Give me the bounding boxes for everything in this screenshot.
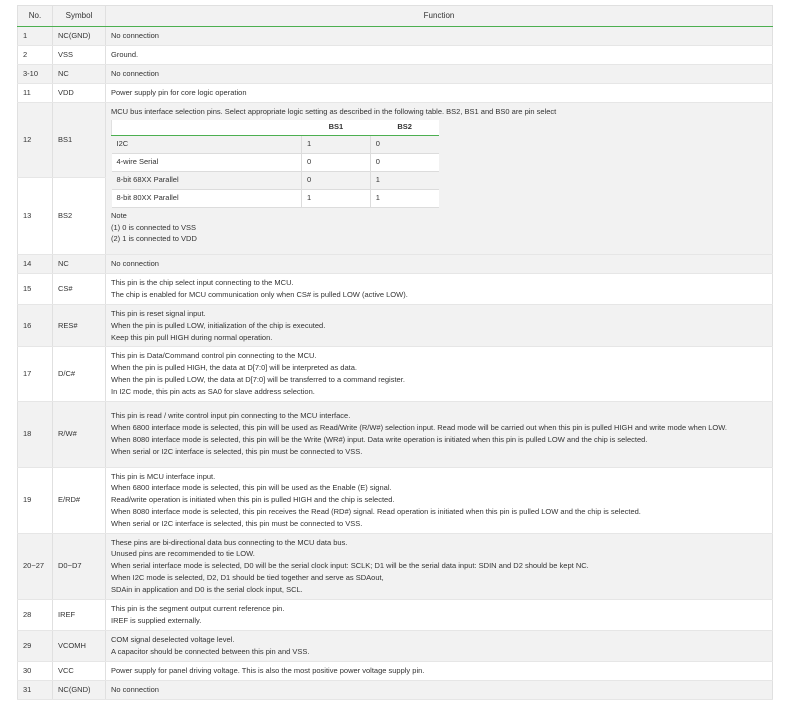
pin-number: 12 [18,103,53,178]
bs-note: Note [111,210,127,220]
function-line: When I2C mode is selected, D2, D1 should be tied together and serve as SDAout, [111,572,384,582]
bs-mode: I2C [112,135,302,153]
function-line: No connection [111,31,159,41]
table-row [18,103,773,178]
pin-symbol: BS1 [53,103,106,178]
pin-number: 14 [18,255,53,274]
pin-symbol: NC(GND) [53,27,106,46]
function-line: When 8080 interface mode is selected, this pin will be the Write (WR#) input. Data write operation is initiated when this pin is pulled LOW and the chip is selected. [111,435,648,445]
table-row [18,274,773,305]
table-header-row [18,6,773,27]
pin-symbol: VCOMH [53,630,106,661]
function-line: This pin is the segment output current reference pin. [111,603,285,613]
pin-number: 28 [18,599,53,630]
table-row [18,599,773,630]
function-line: This pin is Data/Command control pin connecting to the MCU. [111,351,317,361]
function-line: No connection [111,684,159,694]
pin-function-table [17,5,773,700]
bs2-value: 1 [370,189,439,207]
table-row [18,305,773,347]
bs-header-mode [112,120,302,136]
pin-symbol: RES# [53,305,106,347]
function-line: No connection [111,69,159,79]
function-line: Read/write operation is initiated when this pin is pulled HIGH and the chip is selected. [111,495,395,505]
bs-mode: 4-wire Serial [112,153,302,171]
pin-number: 11 [18,84,53,103]
pin-number: 1 [18,27,53,46]
table-row [18,255,773,274]
pin-symbol: NC [53,255,106,274]
bs2-value: 0 [370,135,439,153]
function-line: When the pin is pulled LOW, the data at D[7:0] will be transferred to a command register. [111,374,405,384]
function-line: COM signal deselected voltage level. [111,634,235,644]
table-row [18,680,773,699]
pin-symbol: VDD [53,84,106,103]
pin-symbol: E/RD# [53,467,106,533]
table-row [18,347,773,401]
function-line: Unused pins are recommended to tie LOW. [111,549,255,559]
function-line: This pin is read / write control input pin connecting to the MCU interface. [111,411,351,421]
function-line: IREF is supplied externally. [111,615,202,625]
table-row [18,46,773,65]
function-line: The chip is enabled for MCU communication only when CS# is pulled LOW (active LOW). [111,290,408,299]
pin-function [106,46,773,65]
function-line: When the pin is pulled HIGH, the data at D[7:0] will be interpreted as data. [111,363,357,373]
bs-intro: MCU bus interface selection pins. Select appropriate logic setting as described in the following table. BS2, BS1 and BS0 are pin select [111,107,557,116]
bs1-value: 1 [302,135,371,153]
header-no: No. [18,6,53,27]
pin-symbol: D/C# [53,347,106,401]
function-line: Power supply pin for core logic operation [111,88,247,98]
function-line: When serial or I2C interface is selected, this pin must be connected to VSS. [111,518,363,528]
bs-table-header [112,120,440,136]
bs-table-row [112,189,440,207]
pin-function [106,274,773,305]
table-row [18,533,773,599]
function-line: These pins are bi-directional data bus connecting to the MCU data bus. [111,537,348,547]
bs-table-row [112,135,440,153]
function-line: When serial interface mode is selected, D0 will be the serial clock input: SCLK; D1 will be the serial data input: SDIN and D2 should be kept NC. [111,561,589,571]
pin-number: 20~27 [18,533,53,599]
pin-symbol: VSS [53,46,106,65]
pin-number: 31 [18,680,53,699]
table-row [18,661,773,680]
pin-symbol: NC(GND) [53,680,106,699]
function-line: In I2C mode, this pin acts as SA0 for slave address selection. [111,386,315,396]
pin-number: 19 [18,467,53,533]
bs1-value: 1 [302,189,371,207]
bs-note: (2) 1 is connected to VDD [111,234,197,244]
function-line: This pin is the chip select input connecting to the MCU. [111,278,294,288]
pin-function [106,65,773,84]
bs2-value: 0 [370,153,439,171]
function-line: When 8080 interface mode is selected, this pin receives the Read (RD#) signal. Read operation is initiated when this pin is pulled LOW and the chip is selected. [111,506,641,516]
pin-function [106,27,773,46]
pin-number: 30 [18,661,53,680]
pin-symbol: BS2 [53,178,106,255]
header-function: Function [106,6,773,27]
pin-number: 29 [18,630,53,661]
bs-header-bs2: BS2 [370,120,439,136]
table-row [18,84,773,103]
table-row [18,65,773,84]
bs1-value: 0 [302,171,371,189]
bs-header-bs1: BS1 [302,120,371,136]
pin-function [106,630,773,661]
pin-symbol: NC [53,65,106,84]
pin-symbol: D0~D7 [53,533,106,599]
pin-number: 2 [18,46,53,65]
function-line: Ground. [111,50,139,60]
function-line: SDAin in application and D0 is the serial clock input, SCL. [111,584,303,594]
bs-select-table [111,120,439,208]
pin-number: 18 [18,401,53,467]
table-row [18,27,773,46]
bs-mode: 8-bit 68XX Parallel [112,171,302,189]
pin-number: 17 [18,347,53,401]
table-row [18,467,773,533]
bs-function [106,103,773,255]
function-line: When serial or I2C interface is selected, this pin must be connected to VSS. [111,446,363,456]
function-line: A capacitor should be connected between this pin and VSS. [111,646,310,656]
pin-symbol: IREF [53,599,106,630]
pin-symbol: VCC [53,661,106,680]
pin-function [106,305,773,347]
function-line: When the pin is pulled LOW, initialization of the chip is executed. [111,320,326,330]
bs-table-row [112,171,440,189]
pin-function [106,255,773,274]
pin-function [106,533,773,599]
bs-mode: 8-bit 80XX Parallel [112,189,302,207]
table-row [18,630,773,661]
function-line: Keep this pin pull HIGH during normal operation. [111,332,273,342]
bs-table-row [112,153,440,171]
pin-number: 16 [18,305,53,347]
pin-function [106,680,773,699]
pin-number: 3-10 [18,65,53,84]
function-line: When 6800 interface mode is selected, this pin will be used as the Enable (E) signal. [111,483,392,493]
pin-symbol: R/W# [53,401,106,467]
function-line: Power supply for panel driving voltage. This is also the most positive power voltage supply pin. [111,665,425,675]
pin-function [106,84,773,103]
function-line: No connection [111,259,159,269]
function-line: When 6800 interface mode is selected, this pin will be used as Read/Write (R/W#) selection input. Read mode will be carried out when this pin is pulled HIGH and write mode when LOW. [111,423,727,433]
bs2-value: 1 [370,171,439,189]
pin-function [106,347,773,401]
function-line: This pin is reset signal input. [111,309,206,318]
pin-number: 13 [18,178,53,255]
pin-function [106,467,773,533]
function-line: This pin is MCU interface input. [111,471,216,481]
pin-function [106,401,773,467]
pin-function [106,661,773,680]
pin-number: 15 [18,274,53,305]
header-symbol: Symbol [53,6,106,27]
table-row [18,401,773,467]
pin-symbol: CS# [53,274,106,305]
pin-function [106,599,773,630]
bs1-value: 0 [302,153,371,171]
bs-note: (1) 0 is connected to VSS [111,222,197,232]
